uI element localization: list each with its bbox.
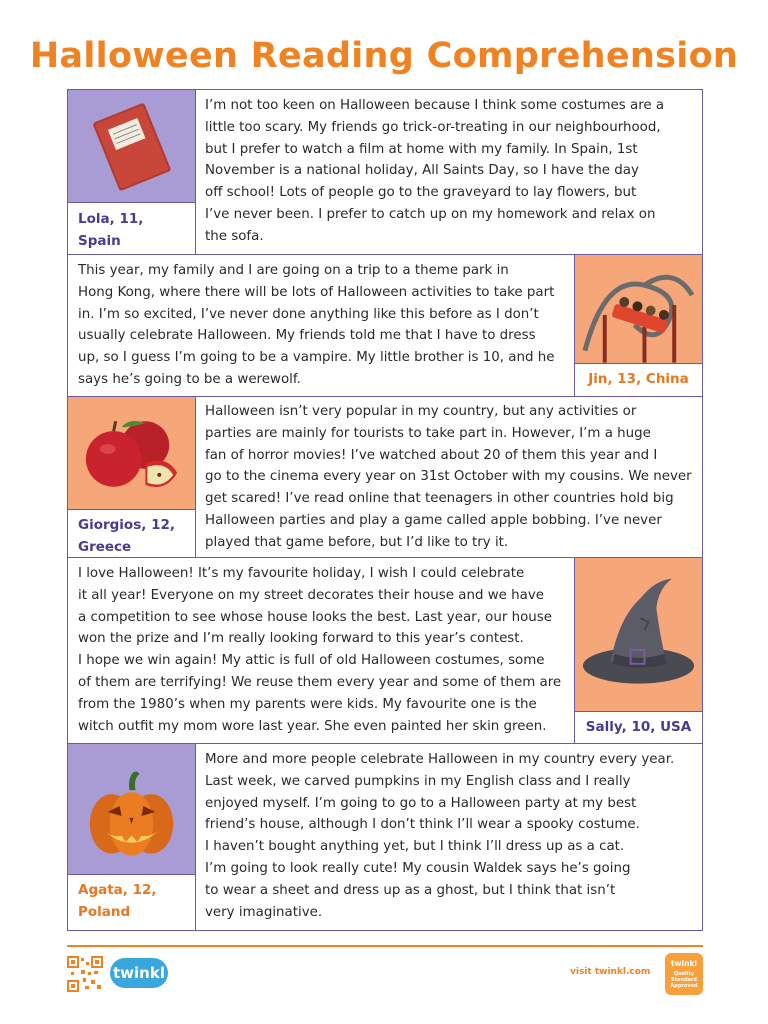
- name-line-2: Spain: [78, 233, 121, 249]
- footer-divider: [67, 945, 703, 947]
- entry-agata: [68, 744, 702, 930]
- name-line-2: Greece: [78, 539, 132, 555]
- sally-panel: [574, 558, 702, 743]
- quality-badge: twinkl Quality Standard Approved: [665, 953, 703, 995]
- entry-text: I’m not too keen on Halloween because I think some costumes are a little too scary. My friends go trick-or-treating in our neighbourhood, but I prefer to watch a film at home with my family. In Spain, 1st November is a national holiday, All Saints Day, so I have the day off school! Lots of people go to the graveyard to lay flowers, but I’ve never been. I prefer to catch up on my homework and relax on the sofa.: [205, 98, 665, 244]
- entry-text: This year, my family and I are going on a trip to a theme park in Hong Kong, where there will be lots of Halloween activities to take part in. I’m so excited, I’ve never done anything like this before as I don’t usually celebrate Halloween. My friends told me that I have to dress up, so I guess I’m going to be a vampire. My little brother is 10, and he says he’s going to be a werewolf.: [78, 263, 555, 387]
- name-line-1: Agata, 12,: [78, 882, 157, 898]
- apples-icon: [68, 397, 195, 510]
- witch-hat-icon: [575, 558, 702, 712]
- lola-panel: [68, 90, 196, 254]
- agata-panel: [68, 744, 196, 930]
- student-name: [78, 879, 157, 923]
- page-title: Halloween Reading Comprehension: [29, 36, 739, 76]
- student-name: [78, 208, 143, 252]
- entry-sally: [68, 558, 702, 744]
- entry-giorgios: [68, 397, 702, 558]
- qr-code-icon[interactable]: [67, 956, 103, 992]
- student-name: [78, 514, 175, 558]
- name-line-1: Giorgios, 12,: [78, 517, 175, 533]
- student-name: Sally, 10, USA: [585, 719, 692, 735]
- student-name: Jin, 13, China: [588, 371, 689, 387]
- rollercoaster-icon: [575, 255, 702, 364]
- entry-lola: [68, 90, 702, 255]
- entries-frame: [67, 89, 703, 931]
- entry-text: More and more people celebrate Halloween in my country every year. Last week, we carved pumpkins in my English class and I really enjoyed myself. I’m going to go to a Halloween party at my best friend’s house, although I don’t think I’ll wear a spooky costume. I haven’t bought anything yet, but I think I’ll dress up as a cat. I’m going to look really cute! My cousin Waldek says he’s going to wear a sheet and dress up as a ghost, but I think that isn’t very imaginative.: [205, 752, 675, 920]
- giorgios-panel: [68, 397, 196, 557]
- visit-link[interactable]: visit twinkl.com: [570, 967, 651, 977]
- twinkl-logo[interactable]: twinkl: [110, 958, 168, 988]
- name-line-1: Lola, 11,: [78, 211, 144, 227]
- entry-text: I love Halloween! It’s my favourite holiday, I wish I could celebrate it all year! Everyone on my street decorates their house and we have a competition to see whose house looks the best. Last year, our house won the prize and I’m really looking forward to this year’s contest. I hope we win again! My attic is full of old Halloween costumes, some of them are terrifying! We reuse them every year and some of them are from the 1980’s when my parents were kids. My favourite one is the witch outfit my mom wore last year. She even painted her skin green.: [78, 566, 562, 734]
- pumpkin-icon: [68, 744, 195, 875]
- entry-jin: [68, 255, 702, 397]
- notebook-icon: [68, 90, 195, 203]
- name-line-2: Poland: [78, 904, 131, 920]
- jin-panel: [574, 255, 702, 396]
- entry-text: Halloween isn’t very popular in my country, but any activities or parties are mainly for tourists to take part in. However, I’m a huge fan of horror movies! I’ve watched about 20 of them this year and I go to the cinema every year on 31st October with my cousins. We never get scared! I’ve read online that teenagers in other countries hold big Halloween parties and play a game called apple bobbing. I’ve never played that game before, but I’d like to try it.: [205, 404, 692, 550]
